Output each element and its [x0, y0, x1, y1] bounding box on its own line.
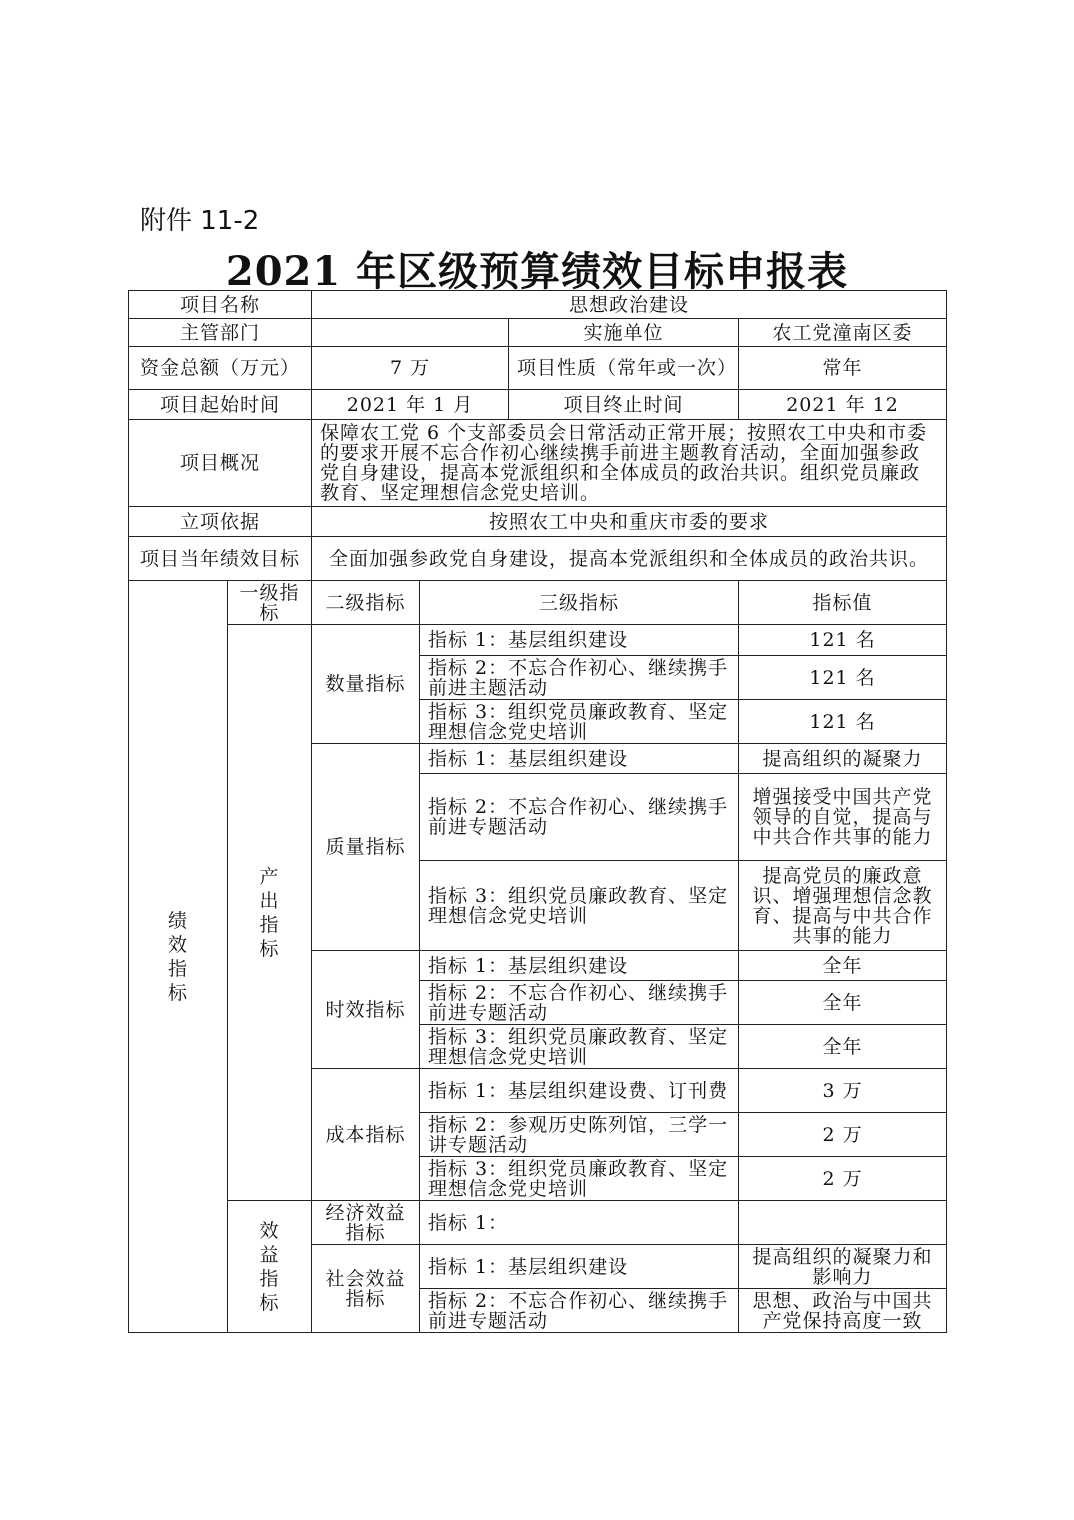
indicator-value: 3 万: [739, 1069, 947, 1113]
unit-label: 实施单位: [509, 319, 739, 347]
row-project-name: [129, 291, 947, 319]
fund-label: 资金总额（万元）: [129, 347, 312, 390]
quality-indicator-label: 质量指标: [312, 744, 420, 951]
indicator-name: 指标 2：不忘合作初心、继续携手前进主题活动: [420, 656, 739, 700]
table-row: [129, 625, 947, 656]
goal-label: 项目当年绩效目标: [129, 537, 312, 581]
indicator-value: 提高组织的凝聚力: [739, 744, 947, 774]
unit-value: 农工党潼南区委: [739, 319, 947, 347]
timeliness-indicator-label: 时效指标: [312, 951, 420, 1069]
indicator-value: 全年: [739, 981, 947, 1025]
row-fund: [129, 347, 947, 390]
indicator-name: 指标 1：: [420, 1201, 739, 1245]
row-dept: [129, 319, 947, 347]
nature-value: 常年: [739, 347, 947, 390]
overview-value: 保障农工党 6 个支部委员会日常活动正常开展；按照农工中央和市委的要求开展不忘合作初心继续携手前进主题教育活动，全面加强参政党自身建设，提高本党派组织和全体成员的政治共识。组织党员廉政教育、坚定理想信念党史培训。: [312, 420, 947, 507]
row-overview: [129, 420, 947, 507]
indicator-value: 全年: [739, 951, 947, 981]
indicator-value: 思想、政治与中国共产党保持高度一致: [739, 1289, 947, 1333]
cost-indicator-label: 成本指标: [312, 1069, 420, 1201]
page-title: 2021 年区级预算绩效目标申报表: [225, 248, 849, 295]
indicator-value: 121 名: [739, 700, 947, 744]
indicator-name: 指标 3：组织党员廉政教育、坚定理想信念党史培训: [420, 1157, 739, 1201]
indicator-value: 121 名: [739, 656, 947, 700]
social-indicator-label: 社会效益指标: [312, 1245, 420, 1333]
level1-header: 一级指标: [228, 581, 312, 625]
performance-form-table: [128, 290, 947, 1333]
indicator-name: 指标 2：不忘合作初心、继续携手前进专题活动: [420, 981, 739, 1025]
dept-value: [312, 319, 509, 347]
indicator-name: 指标 2：不忘合作初心、继续携手前进专题活动: [420, 774, 739, 861]
goal-value: 全面加强参政党自身建设，提高本党派组织和全体成员的政治共识。: [312, 537, 947, 581]
end-value: 2021 年 12: [739, 390, 947, 420]
indicator-value: 全年: [739, 1025, 947, 1069]
row-goal: [129, 537, 947, 581]
indicator-name: 指标 1：基层组织建设: [420, 951, 739, 981]
basis-value: 按照农工中央和重庆市委的要求: [312, 507, 947, 537]
nature-label: 项目性质（常年或一次）: [509, 347, 739, 390]
quantity-indicator-label: 数量指标: [312, 625, 420, 744]
indicator-value: 2 万: [739, 1157, 947, 1201]
basis-label: 立项依据: [129, 507, 312, 537]
indicator-value: [739, 1201, 947, 1245]
row-indicator-header: [129, 581, 947, 625]
level3-header: 三级指标: [420, 581, 739, 625]
value-header: 指标值: [739, 581, 947, 625]
table-row: [129, 1201, 947, 1245]
economic-indicator-label: 经济效益指标: [312, 1201, 420, 1245]
start-label: 项目起始时间: [129, 390, 312, 420]
indicator-name: 指标 1：基层组织建设: [420, 744, 739, 774]
indicator-name: 指标 3：组织党员廉政教育、坚定理想信念党史培训: [420, 861, 739, 951]
indicator-name: 指标 2：参观历史陈列馆，三学一讲专题活动: [420, 1113, 739, 1157]
indicator-name: 指标 3：组织党员廉政教育、坚定理想信念党史培训: [420, 700, 739, 744]
fund-value: 7 万: [312, 347, 509, 390]
indicator-value: 提高党员的廉政意识、增强理想信念教育、提高与中共合作共事的能力: [739, 861, 947, 951]
overview-label: 项目概况: [129, 420, 312, 507]
project-name-value: 思想政治建设: [312, 291, 947, 319]
row-basis: [129, 507, 947, 537]
indicator-value: 121 名: [739, 625, 947, 656]
performance-indicator-label: 绩效指标: [129, 581, 228, 1333]
indicator-value: 2 万: [739, 1113, 947, 1157]
end-label: 项目终止时间: [509, 390, 739, 420]
indicator-name: 指标 2：不忘合作初心、继续携手前进专题活动: [420, 1289, 739, 1333]
indicator-name: 指标 1：基层组织建设: [420, 625, 739, 656]
indicator-value: 提高组织的凝聚力和影响力: [739, 1245, 947, 1289]
output-indicator-label: 产出指标: [228, 625, 312, 1201]
indicator-name: 指标 3：组织党员廉政教育、坚定理想信念党史培训: [420, 1025, 739, 1069]
project-name-label: 项目名称: [129, 291, 312, 319]
indicator-name: 指标 1：基层组织建设: [420, 1245, 739, 1289]
benefit-indicator-label: 效益指标: [228, 1201, 312, 1333]
row-period: [129, 390, 947, 420]
indicator-name: 指标 1：基层组织建设费、订刊费: [420, 1069, 739, 1113]
indicator-value: 增强接受中国共产党领导的自觉，提高与中共合作共事的能力: [739, 774, 947, 861]
dept-label: 主管部门: [129, 319, 312, 347]
attachment-label: 附件 11-2: [140, 206, 260, 236]
start-value: 2021 年 1 月: [312, 390, 509, 420]
level2-header: 二级指标: [312, 581, 420, 625]
